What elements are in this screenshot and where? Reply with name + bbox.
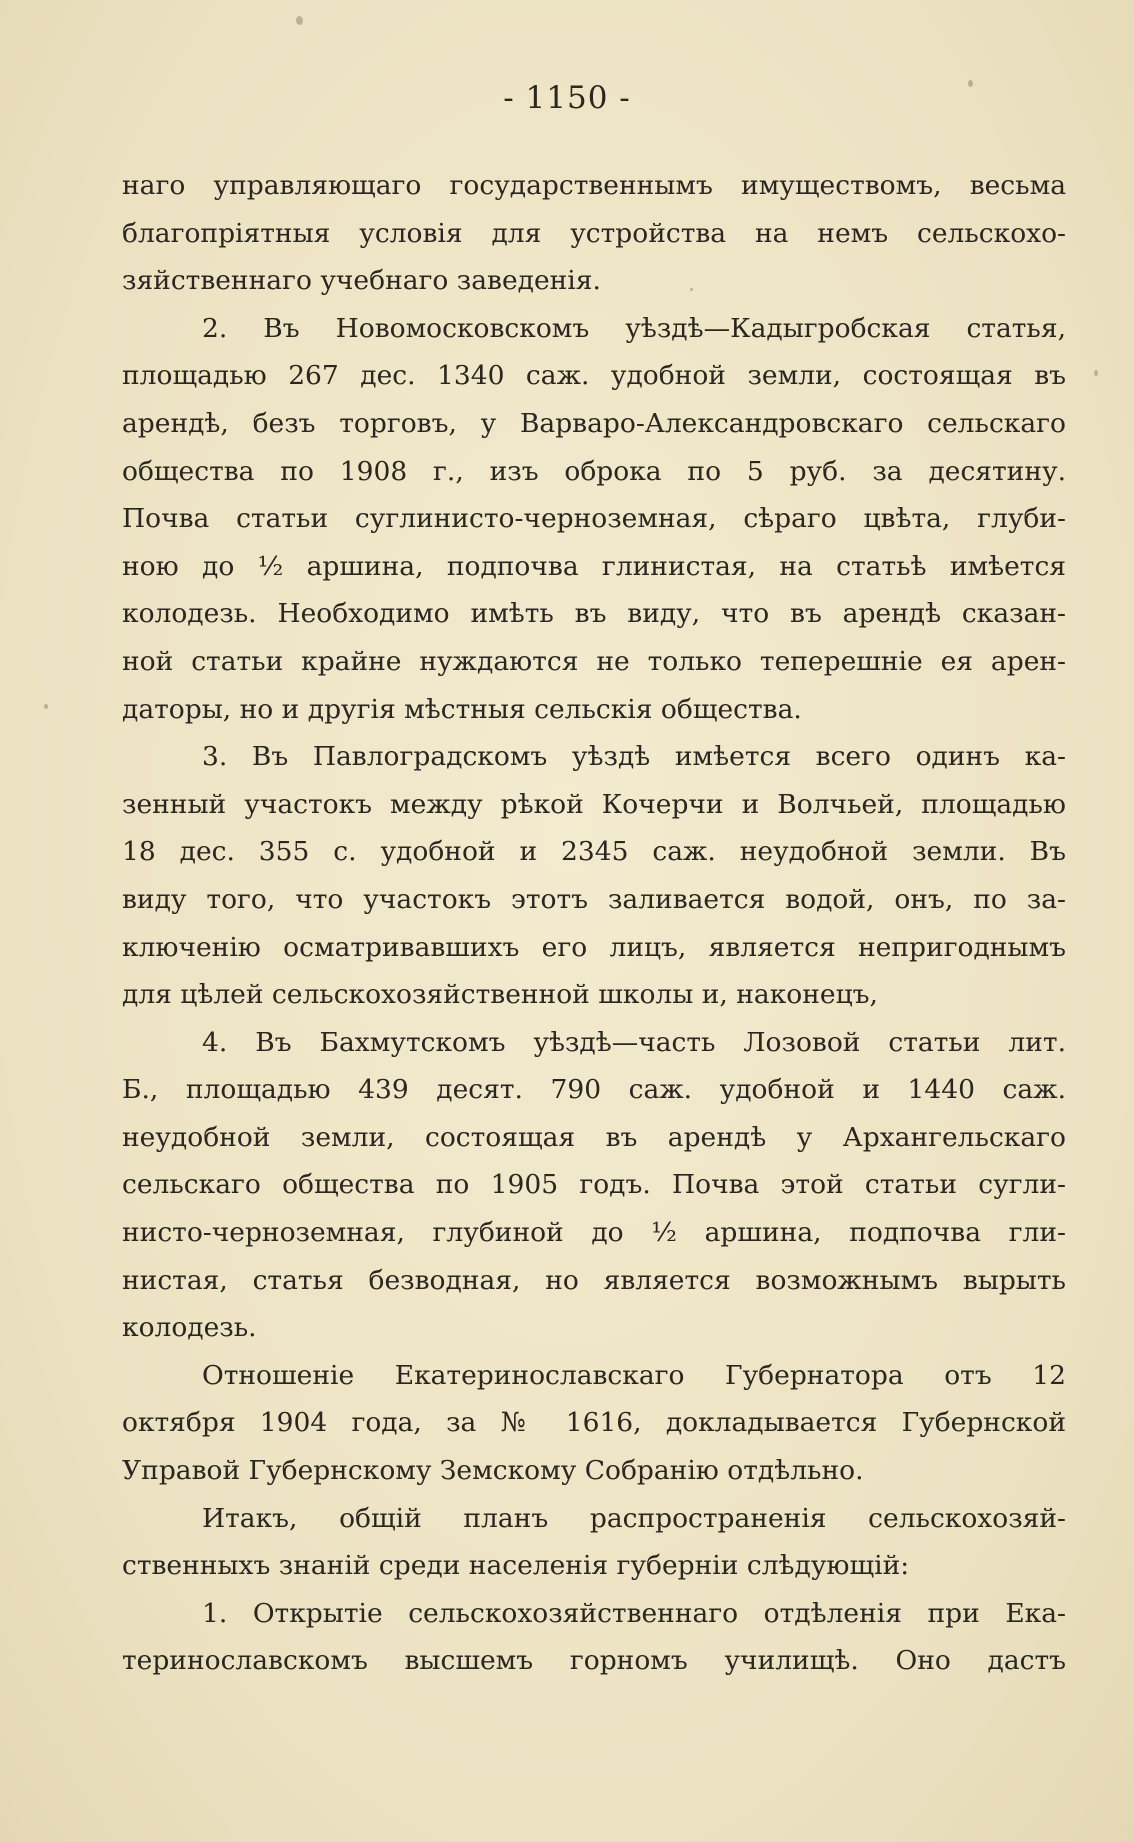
text-line: Б., площадью 439 десят. 790 саж. удобной и 1440 саж.	[122, 1074, 1066, 1106]
text-line: нистая, статья безводная, но является возможнымъ вырыть	[122, 1264, 1066, 1296]
text-line: площадью 267 дес. 1340 саж. удобной земли, состоящая въ	[122, 360, 1066, 392]
text-line: зяйственнаго учебнаго заведенія.	[122, 265, 601, 297]
text-line: октября 1904 года, за № 1616, докладывается Губернской	[122, 1407, 1066, 1439]
text-line: теринославскомъ высшемъ горномъ училищѣ. Оно дастъ	[122, 1645, 1066, 1677]
text-line: сельскаго общества по 1905 годъ. Почва этой статьи сугли-	[122, 1169, 1066, 1201]
text-line: 1. Открытіе сельскохозяйственнаго отдѣленія при Ека-	[202, 1597, 1066, 1629]
text-line: Почва статьи суглинисто-черноземная, сѣраго цвѣта, глуби-	[122, 503, 1066, 535]
text-line: наго управляющаго государственнымъ имуществомъ, весьма	[122, 170, 1066, 201]
paragraph	[122, 305, 1066, 733]
text-line: колодезь.	[122, 1312, 257, 1344]
body-text	[122, 162, 1066, 1685]
text-line: нисто-черноземная, глубиной до ½ аршина, подпочва гли-	[122, 1217, 1066, 1249]
text-line: общества по 1908 г., изъ оброка по 5 руб. за десятину.	[122, 455, 1066, 487]
text-line: 2. Въ Новомосковскомъ уѣздѣ—Кадыгробская статья,	[202, 312, 1066, 344]
text-line: даторы, но и другія мѣстныя сельскія общества.	[122, 693, 802, 725]
paper-speck	[296, 16, 303, 25]
paragraph	[122, 162, 1066, 305]
text-line: 3. Въ Павлоградскомъ уѣздѣ имѣется всего одинъ ка-	[202, 741, 1066, 773]
text-line: 4. Въ Бахмутскомъ уѣздѣ—часть Лозовой статьи лит.	[202, 1026, 1066, 1058]
text-line: ной статьи крайне нуждаются не только теперешніе ея арен-	[122, 645, 1066, 677]
paragraph	[122, 1495, 1066, 1590]
page-number: - 1150 -	[503, 80, 631, 116]
text-line: ключенію осматривавшихъ его лицъ, является непригоднымъ	[122, 931, 1066, 963]
text-line: ною до ½ аршина, подпочва глинистая, на статьѣ имѣется	[122, 550, 1066, 582]
paragraph	[122, 733, 1066, 1019]
text-line: благопріятныя условія для устройства на немъ сельскохо-	[122, 217, 1066, 249]
text-line: ственныхъ знаній среди населенія губерніи слѣдующій:	[122, 1550, 910, 1582]
text-line: колодезь. Необходимо имѣть въ виду, что въ арендѣ сказан-	[122, 598, 1066, 630]
text-line: 18 дес. 355 с. удобной и 2345 саж. неудобной земли. Въ	[122, 836, 1066, 868]
text-line: Управой Губернскому Земскому Собранію отдѣльно.	[122, 1455, 864, 1487]
paragraph	[122, 1590, 1066, 1685]
text-line: виду того, что участокъ этотъ заливается водой, онъ, по за-	[122, 883, 1066, 915]
paper-speck	[690, 288, 693, 291]
paragraph	[122, 1019, 1066, 1352]
text-line: арендѣ, безъ торговъ, у Варваро-Александровскаго сельскаго	[122, 407, 1066, 439]
text-line: Отношеніе Екатеринославскаго Губернатора отъ 12	[202, 1359, 1066, 1391]
paragraph	[122, 1352, 1066, 1495]
paper-speck	[1094, 370, 1098, 376]
text-line: зенный участокъ между рѣкой Кочерчи и Волчьей, площадью	[122, 788, 1066, 820]
text-line: неудобной земли, состоящая въ арендѣ у Архангельскаго	[122, 1121, 1066, 1153]
paper-speck	[968, 80, 973, 87]
paper-speck	[44, 704, 48, 709]
text-line: для цѣлей сельскохозяйственной школы и, наконецъ,	[122, 979, 878, 1011]
text-line: Итакъ, общій планъ распространенія сельскохозяй-	[202, 1502, 1066, 1534]
